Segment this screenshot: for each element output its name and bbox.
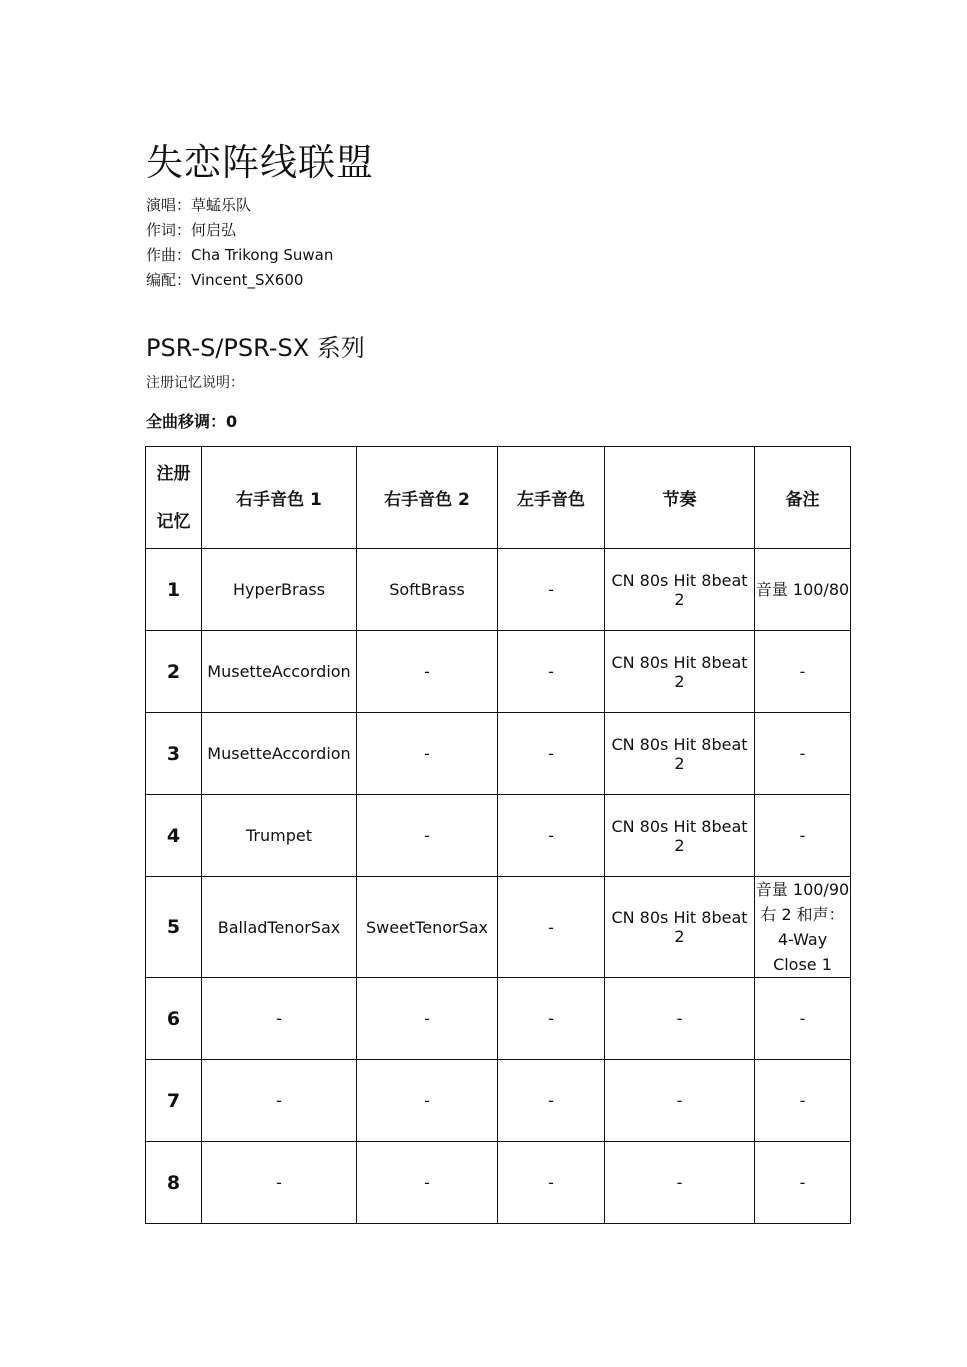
cell-notes xyxy=(755,877,851,978)
section-title: PSR-S/PSR-SX 系列 xyxy=(146,334,365,362)
cell-memory-number: 5 xyxy=(146,877,202,978)
registration-table xyxy=(145,446,851,1224)
credit-label: 作曲： xyxy=(146,246,192,264)
transpose-value: 0 xyxy=(226,412,238,431)
cell-memory-number: 2 xyxy=(146,631,202,713)
transpose-label: 全曲移调： xyxy=(146,412,227,431)
cell-right-voice-1: Trumpet xyxy=(202,795,357,877)
table-row xyxy=(146,1060,851,1142)
header-notes: 备注 xyxy=(755,447,851,549)
cell-style: CN 80s Hit 8beat 2 xyxy=(605,877,755,978)
cell-right-voice-2: - xyxy=(357,713,498,795)
cell-left-voice: - xyxy=(498,1060,605,1142)
credit-label: 编配： xyxy=(146,271,192,289)
cell-left-voice: - xyxy=(498,549,605,631)
cell-memory-number: 6 xyxy=(146,978,202,1060)
cell-notes xyxy=(755,1142,851,1224)
cell-left-voice: - xyxy=(498,877,605,978)
table-row xyxy=(146,795,851,877)
cell-right-voice-2: SoftBrass xyxy=(357,549,498,631)
table-row xyxy=(146,631,851,713)
credit-value: Vincent_SX600 xyxy=(191,271,304,289)
cell-style: - xyxy=(605,978,755,1060)
cell-style: - xyxy=(605,1060,755,1142)
header-left-voice: 左手音色 xyxy=(498,447,605,549)
cell-right-voice-1: BalladTenorSax xyxy=(202,877,357,978)
credit-value: 何启弘 xyxy=(191,221,237,239)
cell-right-voice-2: - xyxy=(357,795,498,877)
cell-style: CN 80s Hit 8beat 2 xyxy=(605,549,755,631)
header-memory-line1: 注册 xyxy=(156,463,191,484)
note-line: 4-Way Close 1 xyxy=(773,930,832,974)
cell-memory-number: 8 xyxy=(146,1142,202,1224)
cell-right-voice-1: - xyxy=(202,978,357,1060)
note-line: - xyxy=(799,1091,806,1110)
cell-notes xyxy=(755,1060,851,1142)
cell-right-voice-2: - xyxy=(357,978,498,1060)
header-memory-line2: 记忆 xyxy=(156,511,191,532)
cell-right-voice-2: SweetTenorSax xyxy=(357,877,498,978)
credit-arranger xyxy=(146,268,333,293)
cell-style: CN 80s Hit 8beat 2 xyxy=(605,631,755,713)
cell-style: CN 80s Hit 8beat 2 xyxy=(605,713,755,795)
note-line: - xyxy=(799,1009,806,1028)
registration-description: 注册记忆说明： xyxy=(146,375,244,391)
cell-style: CN 80s Hit 8beat 2 xyxy=(605,795,755,877)
cell-left-voice: - xyxy=(498,795,605,877)
page-title: 失恋阵线联盟 xyxy=(146,141,374,184)
cell-right-voice-1: - xyxy=(202,1060,357,1142)
cell-notes xyxy=(755,549,851,631)
credit-singer xyxy=(146,193,333,218)
note-line: 音量 100/90 xyxy=(755,880,850,899)
table-row xyxy=(146,978,851,1060)
cell-memory-number: 3 xyxy=(146,713,202,795)
cell-right-voice-1: HyperBrass xyxy=(202,549,357,631)
note-line: - xyxy=(799,826,806,845)
note-line: 音量 100/80 xyxy=(755,580,850,599)
cell-left-voice: - xyxy=(498,1142,605,1224)
cell-style: - xyxy=(605,1142,755,1224)
credit-value: 草蜢乐队 xyxy=(191,196,252,214)
cell-notes xyxy=(755,795,851,877)
note-line: 右 2 和声： xyxy=(760,905,845,924)
cell-right-voice-1: MusetteAccordion xyxy=(202,713,357,795)
note-line: - xyxy=(799,662,806,681)
credit-value: Cha Trikong Suwan xyxy=(191,246,334,264)
cell-memory-number: 1 xyxy=(146,549,202,631)
table-row xyxy=(146,549,851,631)
cell-memory-number: 4 xyxy=(146,795,202,877)
note-line: - xyxy=(799,1173,806,1192)
cell-notes xyxy=(755,713,851,795)
transpose-setting xyxy=(146,409,237,432)
cell-right-voice-2: - xyxy=(357,1142,498,1224)
table-header-row xyxy=(146,447,851,549)
note-line: - xyxy=(799,744,806,763)
header-style: 节奏 xyxy=(605,447,755,549)
cell-memory-number: 7 xyxy=(146,1060,202,1142)
credit-lyricist xyxy=(146,218,333,243)
credit-label: 作词： xyxy=(146,221,192,239)
header-right-voice-1: 右手音色 1 xyxy=(202,447,357,549)
cell-right-voice-1: - xyxy=(202,1142,357,1224)
cell-right-voice-1: MusetteAccordion xyxy=(202,631,357,713)
song-credits xyxy=(146,193,333,293)
cell-left-voice: - xyxy=(498,713,605,795)
table-row xyxy=(146,713,851,795)
credit-label: 演唱： xyxy=(146,196,192,214)
cell-left-voice: - xyxy=(498,978,605,1060)
cell-right-voice-2: - xyxy=(357,1060,498,1142)
header-memory xyxy=(146,447,202,549)
table-row xyxy=(146,877,851,978)
table-row xyxy=(146,1142,851,1224)
cell-left-voice: - xyxy=(498,631,605,713)
cell-notes xyxy=(755,978,851,1060)
header-right-voice-2: 右手音色 2 xyxy=(357,447,498,549)
cell-right-voice-2: - xyxy=(357,631,498,713)
credit-composer xyxy=(146,243,333,268)
cell-notes xyxy=(755,631,851,713)
